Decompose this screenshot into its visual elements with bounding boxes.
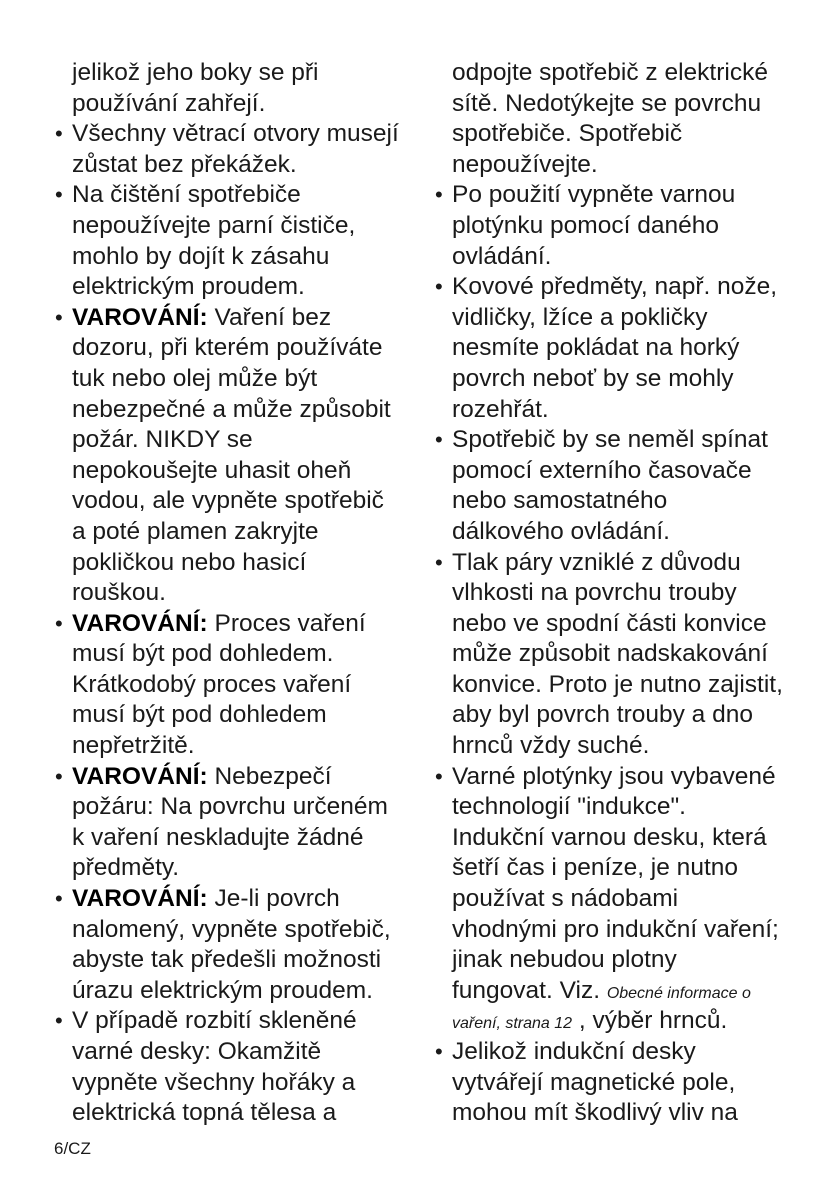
bullet-icon: • xyxy=(435,549,443,575)
text-line: , výběr hrnců. xyxy=(572,1007,728,1035)
bullet-icon: • xyxy=(55,886,63,912)
text-line: šetří čas i peníze, je nutno xyxy=(452,854,738,882)
text-line: Po použití vypněte varnou xyxy=(452,181,736,209)
bullet-item xyxy=(434,272,804,425)
text-line: rouškou. xyxy=(72,579,166,607)
cross-reference: vaření, strana 12 xyxy=(452,1015,573,1033)
text-line: nalomený, vypněte spotřebič, xyxy=(72,915,391,943)
text-line: fungovat. Viz. xyxy=(452,976,607,1004)
cross-reference: Obecné informace o xyxy=(606,984,751,1002)
text-line: nepoužívejte. xyxy=(452,150,598,178)
bullet-icon: • xyxy=(435,182,443,208)
bullet-item xyxy=(434,425,804,547)
bullet-item xyxy=(54,1006,414,1128)
warning-label: VAROVÁNÍ: xyxy=(72,609,208,637)
text-line: ovládání. xyxy=(452,242,552,270)
text-line: nebo samostatného xyxy=(452,487,668,515)
bullet-item xyxy=(434,762,804,1037)
bullet-icon: • xyxy=(55,121,63,147)
bullet-icon: • xyxy=(435,274,443,300)
warning-bullet-item xyxy=(54,303,414,609)
left-column xyxy=(54,58,414,1129)
text-line: sítě. Nedotýkejte se povrchu xyxy=(452,89,762,117)
text-line: Všechny větrací otvory musejí xyxy=(72,120,399,148)
text-line: Varné plotýnky jsou vybavené xyxy=(452,762,776,790)
text-line: úrazu elektrickým proudem. xyxy=(72,976,373,1004)
text-line: abyste tak předešli možnosti xyxy=(72,946,382,974)
text-line: a poté plamen zakryjte xyxy=(72,517,319,545)
text-line: může způsobit nadskakování xyxy=(452,640,768,668)
text-line: odpojte spotřebič z elektrické xyxy=(452,59,768,86)
text-line: tuk nebo olej může být xyxy=(72,364,318,392)
text-line: předměty. xyxy=(72,854,180,882)
text-line: používání zahřejí. xyxy=(72,89,266,117)
text-line: aby byl povrch trouby a dno xyxy=(452,701,753,729)
warning-bullet-item xyxy=(54,884,414,1006)
bullet-icon: • xyxy=(55,182,63,208)
text-line: musí být pod dohledem xyxy=(72,701,327,729)
text-line: vypněte všechny hořáky a xyxy=(72,1068,356,1096)
warning-bullet-item xyxy=(54,609,414,762)
text-line: mohlo by dojít k zásahu xyxy=(72,242,330,270)
text-line: vhodnými pro indukční vaření; xyxy=(452,915,779,943)
text-line: dálkového ovládání. xyxy=(452,517,670,545)
text-line: nesmíte pokládat na horký xyxy=(452,334,740,362)
text-line: V případě rozbití skleněné xyxy=(72,1007,357,1035)
text-line: rozehřát. xyxy=(452,395,549,423)
warning-label: VAROVÁNÍ: xyxy=(72,762,208,790)
text-line: mohou mít škodlivý vliv na xyxy=(452,1099,738,1127)
text-line: nepokoušejte uhasit oheň xyxy=(72,456,352,484)
warning-label: VAROVÁNÍ: xyxy=(72,303,208,331)
paragraph-continuation xyxy=(54,58,414,119)
text-line: Krátkodobý proces vaření xyxy=(72,670,352,698)
bullet-icon: • xyxy=(435,1039,443,1064)
bullet-icon: • xyxy=(435,763,443,789)
bullet-item xyxy=(54,119,414,180)
text-line: Indukční varnou desku, která xyxy=(452,823,767,851)
text-line: elektrická topná tělesa a xyxy=(72,1099,337,1127)
text-line: pomocí externího časovače xyxy=(452,456,752,484)
bullet-icon: • xyxy=(55,304,63,330)
text-line: Tlak páry vzniklé z důvodu xyxy=(452,548,741,576)
text-line: dozoru, při kterém používáte xyxy=(72,334,383,362)
bullet-item xyxy=(434,548,804,762)
text-line: nebo ve spodní části konvice xyxy=(452,609,767,637)
text-line: požáru: Na povrchu určeném xyxy=(72,793,388,821)
text-line: nebezpečné a může způsobit xyxy=(72,395,391,423)
text-line: Spotřebič by se neměl spínat xyxy=(452,426,768,454)
text-line: vlhkosti na povrchu trouby xyxy=(452,579,737,607)
text-line: Kovové předměty, např. nože, xyxy=(452,273,778,301)
text-line: požár. NIKDY se xyxy=(72,426,253,454)
text-line: spotřebiče. Spotřebič xyxy=(452,120,683,148)
bullet-icon: • xyxy=(55,610,63,636)
text-line: vidličky, lžíce a pokličky xyxy=(452,303,708,331)
bullet-item xyxy=(434,180,804,272)
text-line: varné desky: Okamžitě xyxy=(72,1038,322,1065)
text-line: konvice. Proto je nutno zajistit, xyxy=(452,670,783,698)
bullet-item xyxy=(434,1037,804,1129)
text-line: nepoužívejte parní čističe, xyxy=(72,211,356,239)
page-number: 6/CZ xyxy=(54,1139,91,1158)
text-line: technologií "indukce". xyxy=(452,793,686,821)
text-line: používat s nádobami xyxy=(452,885,679,913)
text-line: Nebezpečí xyxy=(207,762,332,790)
text-line: plotýnku pomocí daného xyxy=(452,211,719,239)
text-line: pokličkou nebo hasicí xyxy=(72,548,307,576)
text-line: Vaření bez xyxy=(207,303,332,331)
text-line: nepřetržitě. xyxy=(72,732,195,760)
text-line: Je-li povrch xyxy=(207,885,340,913)
text-line: hrnců vždy suché. xyxy=(452,732,650,760)
text-line: Proces vaření xyxy=(207,609,366,637)
text-line: povrch neboť by se mohly xyxy=(452,364,734,392)
bullet-icon: • xyxy=(55,763,63,789)
text-line: jelikož jeho boky se při xyxy=(72,59,319,86)
warning-label: VAROVÁNÍ: xyxy=(72,885,208,913)
bullet-icon: • xyxy=(55,1008,63,1034)
text-line: Jelikož indukční desky xyxy=(452,1038,696,1065)
text-line: vodou, ale vypněte spotřebič xyxy=(72,487,384,515)
text-line: musí být pod dohledem. xyxy=(72,640,334,668)
text-line: zůstat bez překážek. xyxy=(72,150,297,178)
text-line: jinak nebudou plotny xyxy=(452,946,677,974)
text-line: k vaření neskladujte žádné xyxy=(72,823,364,851)
warning-bullet-item xyxy=(54,762,414,884)
right-column xyxy=(434,58,804,1129)
bullet-item xyxy=(54,180,414,302)
text-line: vytvářejí magnetické pole, xyxy=(452,1068,736,1096)
text-line: Na čištění spotřebiče xyxy=(72,181,301,209)
bullet-icon: • xyxy=(435,427,443,453)
paragraph-continuation xyxy=(434,58,804,180)
text-line: elektrickým proudem. xyxy=(72,273,305,301)
